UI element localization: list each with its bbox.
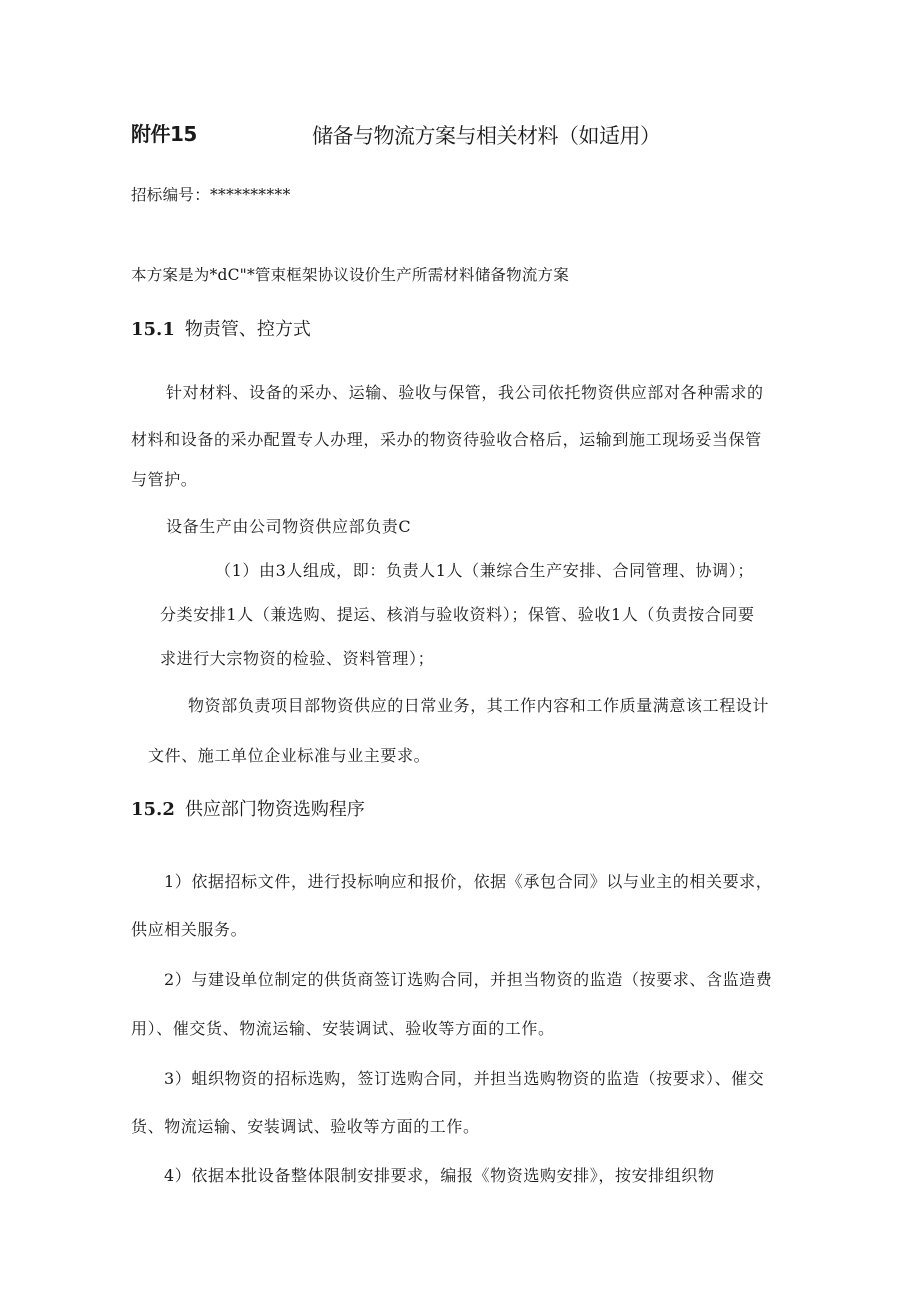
paragraph-line: 与管护。 [131, 470, 198, 489]
paragraph-line: 针对材料、设备的采办、运输、验收与保管，我公司依托物资供应部对各种需求的 [166, 383, 764, 402]
paragraph-line: （1）由3人组成，即：负责人1人（兼综合生产安排、合同管理、协调）； [215, 561, 754, 580]
section-heading-15-2 [131, 795, 365, 821]
paragraph-line: 1）依据招标文件，进行投标响应和报价，依据《承包合同》以与业主的相关要求， [164, 872, 773, 891]
intro-paragraph: 本方案是为*dC"*管束框架协议设价生产所需材料储备物流方案 [131, 266, 569, 284]
section-heading-15-1 [131, 315, 311, 341]
paragraph-line: 用）、催交货、物流运输、安装调试、验收等方面的工作。 [131, 1019, 555, 1038]
section-title: 物责管、控方式 [184, 319, 311, 340]
paragraph-line: 3）蛆织物资的招标选购，签订选购合同，并担当选购物资的监造（按要求）、催交 [164, 1069, 765, 1088]
document-title: 储备与物流方案与相关材料（如适用） [312, 124, 661, 148]
paragraph-line: 分类安排1人（兼选购、提运、核消与验收资料）；保管、验收1人（负责按合同要 [160, 605, 755, 624]
section-title: 供应部门物资选购程序 [184, 799, 365, 820]
attachment-label: 附件15 [131, 122, 197, 146]
paragraph-line: 供应相关服务。 [131, 920, 248, 939]
section-number: 15.2 [131, 799, 175, 820]
paragraph-line: 材料和设备的采办配置专人办理，采办的物资待验收合格后，运输到施工现场妥当保管 [131, 430, 762, 449]
paragraph-line: 物资部负责项目部物资供应的日常业务，其工作内容和工作质量满意该工程设计 [188, 696, 770, 715]
paragraph-line: 货、物流运输、安装调试、验收等方面的工作。 [131, 1117, 480, 1136]
paragraph-line: 文件、施工单位企业标准与业主要求。 [148, 746, 431, 765]
paragraph-line: 求进行大宗物资的检验、资料管理）； [160, 649, 435, 668]
section-number: 15.1 [131, 319, 175, 340]
paragraph-line: 4）依据本批设备整体限制安排要求，编报《物资选购安排》，按安排组织物 [164, 1166, 715, 1185]
paragraph-line: 设备生产由公司物资供应部负责C [166, 517, 412, 536]
paragraph-line: 2）与建设单位制定的供货商签订选购合同，并担当物资的监造（按要求、含监造费 [164, 970, 773, 989]
bid-number: 招标编号：********** [131, 186, 291, 204]
